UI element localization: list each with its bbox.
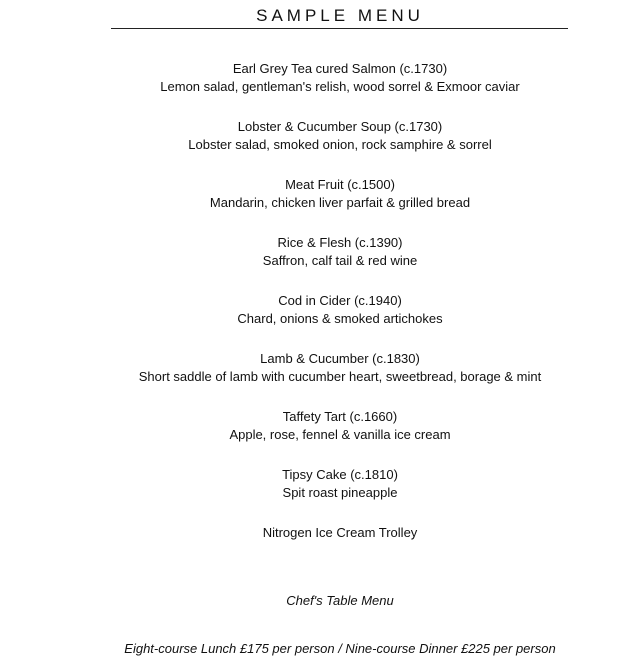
- course-name: Cod in Cider (c.1940): [278, 293, 402, 308]
- course-name: Rice & Flesh (c.1390): [277, 235, 403, 250]
- page-title: SAMPLE MENU: [256, 6, 424, 25]
- course-list: [0, 60, 644, 582]
- pricing-line: Eight-course Lunch £175 per person / Nine-course Dinner £225 per person: [124, 641, 556, 656]
- course-name: Lobster & Cucumber Soup (c.1730): [237, 119, 443, 134]
- course-item: [0, 408, 644, 466]
- course-description: Spit roast pineapple: [282, 485, 398, 500]
- course-name: Taffety Tart (c.1660): [282, 409, 398, 424]
- course-item: [0, 466, 644, 524]
- course-description: Chard, onions & smoked artichokes: [237, 311, 443, 326]
- menu-name: Chef's Table Menu: [286, 593, 394, 608]
- course-description: Mandarin, chicken liver parfait & grilled bread: [209, 195, 471, 210]
- title-divider: [111, 28, 568, 29]
- course-description: Saffron, calf tail & red wine: [262, 253, 418, 268]
- course-description: Lobster salad, smoked onion, rock samphire & sorrel: [188, 137, 492, 152]
- course-name: Nitrogen Ice Cream Trolley: [262, 525, 418, 540]
- course-name: Meat Fruit (c.1500): [285, 177, 395, 192]
- course-name: Lamb & Cucumber (c.1830): [260, 351, 420, 366]
- course-item: [0, 60, 644, 118]
- course-item: [0, 234, 644, 292]
- course-description: Apple, rose, fennel & vanilla ice cream: [229, 427, 451, 442]
- course-name: Earl Grey Tea cured Salmon (c.1730): [232, 61, 448, 76]
- course-item: [0, 292, 644, 350]
- course-item: [0, 524, 644, 582]
- course-description: Lemon salad, gentleman's relish, wood sorrel & Exmoor caviar: [160, 79, 520, 94]
- course-item: [0, 118, 644, 176]
- course-item: [0, 176, 644, 234]
- course-item: [0, 350, 644, 408]
- course-name: Tipsy Cake (c.1810): [282, 467, 398, 482]
- course-description: Short saddle of lamb with cucumber heart, sweetbread, borage & mint: [138, 369, 542, 384]
